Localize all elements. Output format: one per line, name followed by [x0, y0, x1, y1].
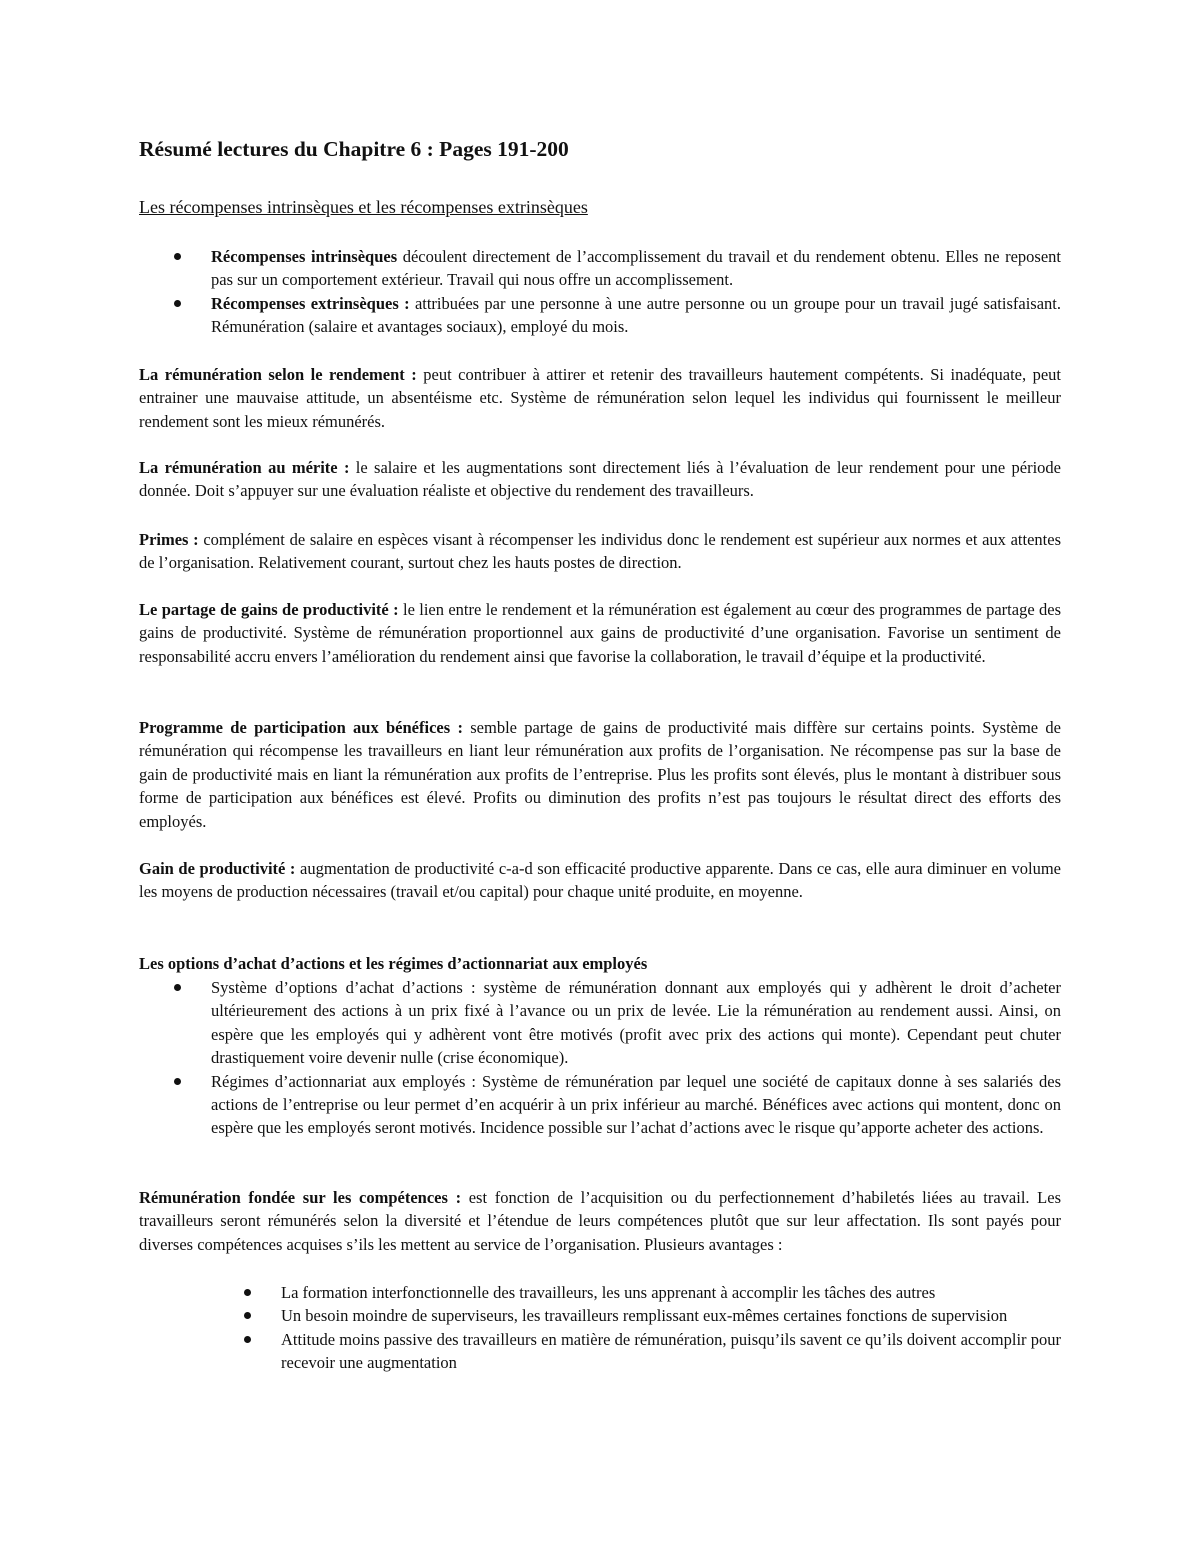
definition: peut contribuer à attirer et retenir des travailleurs hautement compétents. Si inadéquate, peut entrainer une mauvaise attitude, un absentéisme etc. Système de rémunération selon lequel les individus qui fournissent le meilleur rendement sont les mieux rémunérés.: [139, 365, 1061, 431]
section-subtitle: Les récompenses intrinsèques et les récompenses extrinsèques: [139, 197, 588, 217]
bullet-icon: [174, 984, 181, 991]
term: Primes :: [139, 530, 199, 549]
advantages-list: [281, 1281, 1061, 1375]
bullet-icon: [174, 1078, 181, 1085]
bullet-icon: [244, 1289, 251, 1296]
definition: semble partage de gains de productivité mais diffère sur certains points. Système de rémunération qui récompense les travailleurs en liant leur rémunération aux profits de l’organisation. Ne récompense pas sur la base de gain de productivité mais en liant la rémunération aux profits de l’entreprise. Plus les profits sont élevés, plus le montant à distribuer sous forme de participation aux bénéfices est élevé. Profits ou diminution des profits n’est pas toujours le résultat direct des efforts des employés.: [139, 718, 1061, 831]
list-item: [281, 1304, 1061, 1327]
term: Rémunération fondée sur les compétences :: [139, 1188, 462, 1207]
options-list: [211, 976, 1061, 1140]
bullet-icon: [244, 1336, 251, 1343]
section-heading-options: Les options d’achat d’actions et les régimes d’actionnariat aux employés: [139, 954, 648, 973]
list-item-text: Un besoin moindre de superviseurs, les travailleurs remplissant eux-mêmes certaines fonctions de supervision: [281, 1306, 1008, 1326]
list-item: [211, 245, 1061, 292]
list-item: [281, 1328, 1061, 1375]
term: Récompenses extrinsèques :: [211, 293, 410, 313]
paragraph-participation-benefices: [139, 716, 1061, 833]
list-item-text: La formation interfonctionnelle des travailleurs, les uns apprenant à accomplir les tâches des autres: [281, 1283, 936, 1302]
list-item-text: Régimes d’actionnariat aux employés : Système de rémunération par lequel une société de capitaux donne à ses salariés des actions de l’entreprise ou leur permet d’en acquérir à un prix inférieur au marché. Bénéfices avec actions qui montent, donc on espère que les employés seront motivés. Incidence possible sur l’achat d’actions avec le risque qu’apporte acheter des actions.: [211, 1071, 1061, 1138]
definition: augmentation de productivité c-a-d son efficacité productive apparente. Dans ce cas, elle aura diminuer en volume les moyens de production nécessaires (travail et/ou capital) pour chaque unité produite, en moyenne.: [139, 859, 1061, 902]
page-title: Résumé lectures du Chapitre 6 : Pages 191-200: [139, 137, 569, 161]
term: La rémunération au mérite :: [139, 458, 350, 477]
term: Récompenses intrinsèques: [211, 247, 398, 266]
bullet-icon: [244, 1312, 251, 1319]
paragraph-merite: [139, 456, 1061, 503]
definition: découlent directement de l’accomplissement du travail et du rendement obtenu. Elles ne reposent pas sur un comportement extérieur. Travail qui nous offre un accomplissement.: [211, 247, 1061, 290]
paragraph-primes: [139, 528, 1061, 575]
bullet-icon: [174, 300, 181, 307]
paragraph-rendement: [139, 363, 1061, 433]
term: Programme de participation aux bénéfices :: [139, 718, 463, 737]
list-item: [211, 292, 1061, 339]
rewards-list: [211, 245, 1061, 339]
definition: le lien entre le rendement et la rémunération est également au cœur des programmes de partage des gains de productivité. Système de rémunération proportionnel aux gains de productivité d’une organisation. Favorise un sentiment de responsabilité accru envers l’amélioration du rendement ainsi que favorise la collaboration, le travail d’équipe et la productivité.: [139, 600, 1062, 666]
definition: le salaire et les augmentations sont directement liés à l’évaluation de leur rendement pour une période donnée. Doit s’appuyer sur une évaluation réaliste et objective du rendement des travailleurs.: [139, 458, 1061, 501]
list-item: [211, 976, 1061, 1070]
paragraph-gain-productivite: [139, 857, 1061, 904]
term: La rémunération selon le rendement :: [139, 365, 417, 384]
definition: est fonction de l’acquisition ou du perfectionnement d’habiletés liées au travail. Les travailleurs seront rémunérés selon la diversité et l’étendue de leurs compétences plutôt que sur leur affectation. Ils sont payés pour diverses compétences acquises s’ils les mettent au service de l’organisation. Plusieurs avantages :: [139, 1188, 1062, 1254]
definition: attribuées par une personne à une autre personne ou un groupe pour un travail jugé satisfaisant. Rémunération (salaire et avantages sociaux), employé du mois.: [211, 293, 1061, 337]
list-item: [281, 1281, 1061, 1304]
definition: complément de salaire en espèces visant à récompenser les individus donc le rendement est supérieur aux normes et aux attentes de l’organisation. Relativement courant, surtout chez les hauts postes de direction.: [139, 530, 1061, 573]
list-item-text: Système d’options d’achat d’actions : système de rémunération donnant aux employés qui y adhèrent le droit d’acheter ultérieurement des actions à un prix fixé à l’avance ou un prix de levée. Lie la rémunération au rendement aussi. Ainsi, on espère que les employés qui y adhèrent vont être motivés (profit avec prix des actions qui monte). Cependant peut chuter drastiquement voire devenir nulle (crise économique).: [211, 978, 1061, 1068]
term: Le partage de gains de productivité :: [139, 600, 399, 619]
list-item-text: Attitude moins passive des travailleurs en matière de rémunération, puisqu’ils savent ce qu’ils doivent accomplir pour recevoir une augmentation: [281, 1329, 1061, 1373]
list-item: [211, 1070, 1061, 1140]
term: Gain de productivité :: [139, 859, 296, 878]
paragraph-competences: [139, 1186, 1061, 1256]
bullet-icon: [174, 253, 181, 260]
paragraph-partage-gains: [139, 598, 1061, 668]
